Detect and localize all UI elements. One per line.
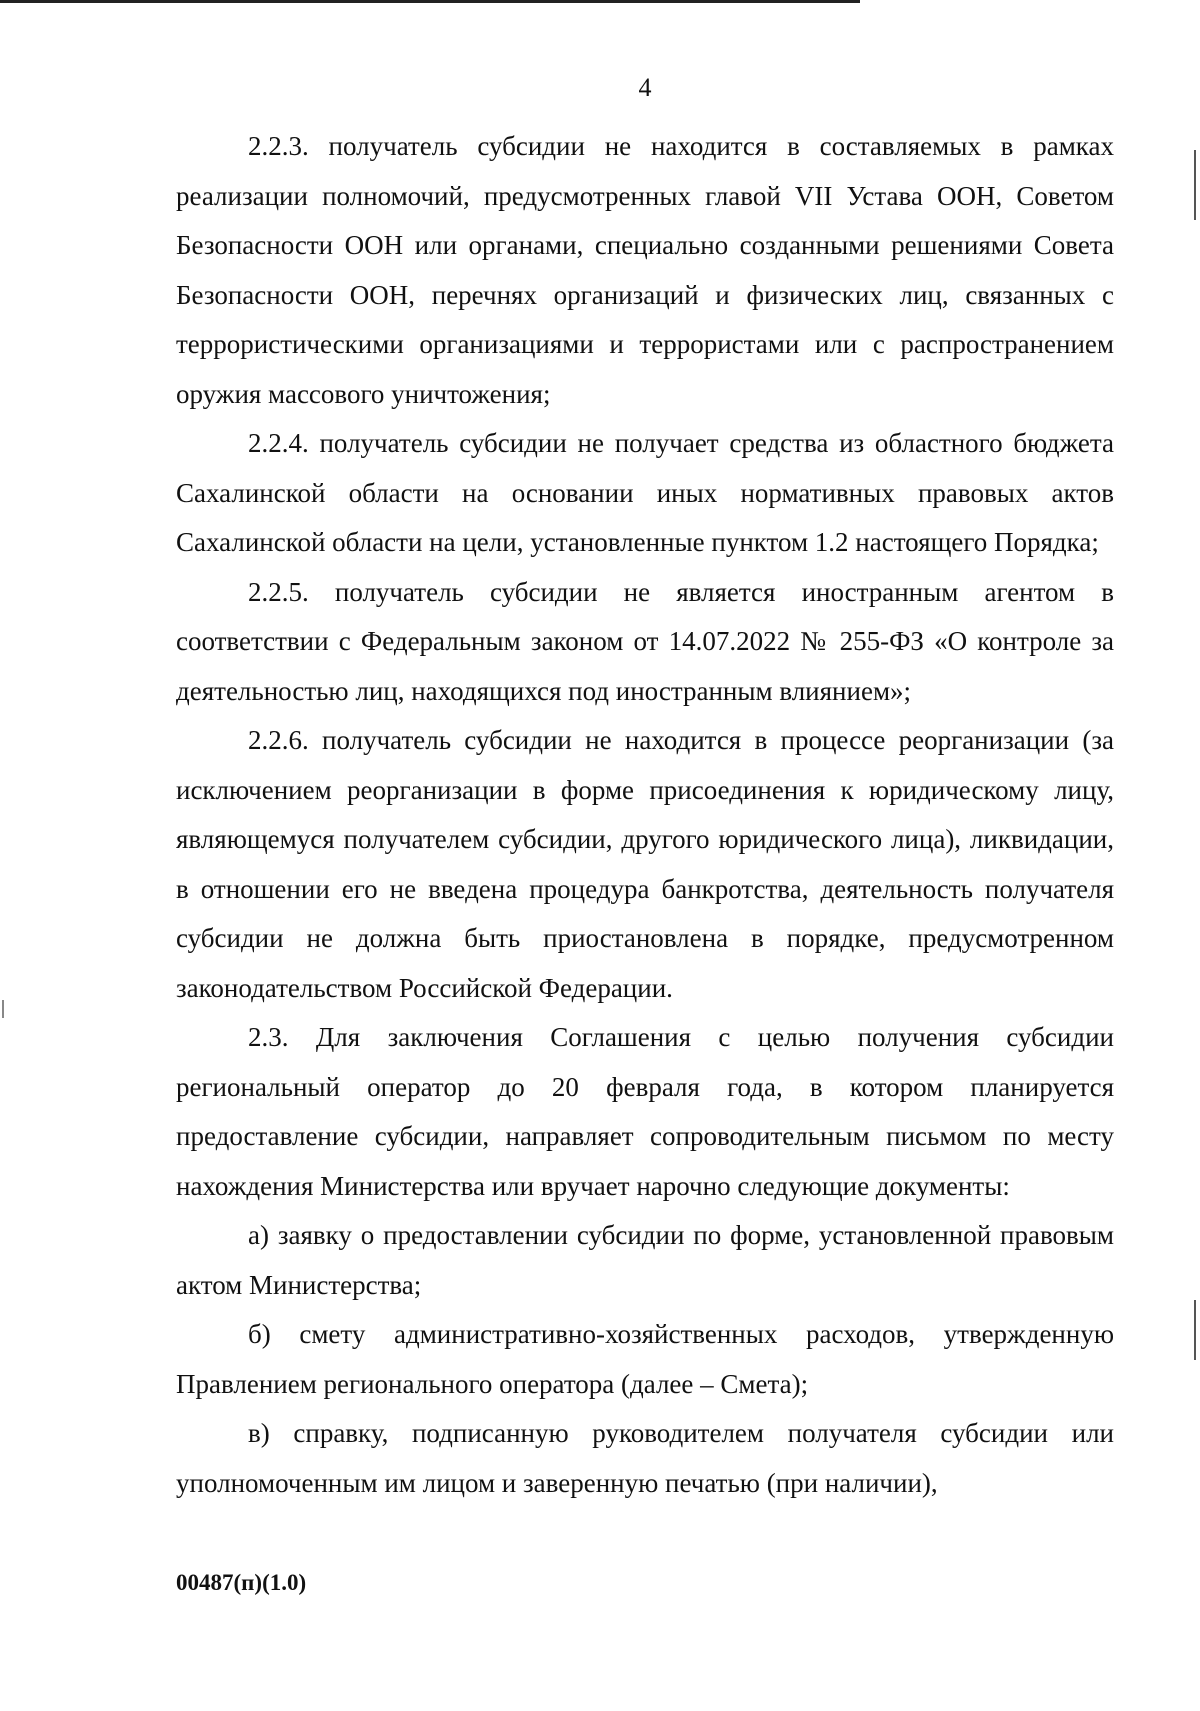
paragraph-item-a: а) заявку о предоставлении субсидии по форме, установленной правовым актом Министерства; xyxy=(176,1220,1114,1300)
document-code: 00487(п)(1.0) xyxy=(176,1570,307,1595)
paragraph-2-2-3: 2.2.3. получатель субсидии не находится в составляемых в рамках реализации полномочий, предусмотренных главой VII Устава ООН, Советом Безопасности ООН или органами, специально созданными решениями Совета Безопасности ООН, перечнях организаций и физических лиц, связанных с террористическими организациями и террористами или с распространением оружия массового уничтожения; xyxy=(176,131,1114,409)
scan-edge-line xyxy=(0,0,860,3)
scan-edge-mark xyxy=(1194,1300,1196,1360)
paragraph-2-2-5: 2.2.5. получатель субсидии не является иностранным агентом в соответствии с Федеральным законом от 14.07.2022 № 255-ФЗ «О контроле за деятельностью лиц, находящихся под иностранным влиянием»; xyxy=(176,576,1114,706)
page-number: 4 xyxy=(638,73,652,102)
paragraph-2-2-6: 2.2.6. получатель субсидии не находится в процессе реорганизации (за исключением реорганизации в форме присоединения к юридическому лицу, являющемуся получателем субсидии, другого юридического лица), ликвидации, в отношении его не введена процедура банкротства, деятельность получателя субсидии не должна быть приостановлена в порядке, предусмотренном законодательством Российской Федерации. xyxy=(176,725,1114,1003)
paragraph-item-b: б) смету административно-хозяйственных расходов, утвержденную Правлением регионального оператора (далее – Смета); xyxy=(176,1319,1114,1399)
document-body xyxy=(176,122,1114,1508)
scan-edge-mark xyxy=(1194,150,1196,220)
paragraph-2-3: 2.3. Для заключения Соглашения с целью получения субсидии региональный оператор до 20 февраля года, в котором планируется предоставление субсидии, направляет сопроводительным письмом по месту нахождения Министерства или вручает нарочно следующие документы: xyxy=(176,1022,1114,1201)
paragraph-2-2-4: 2.2.4. получатель субсидии не получает средства из областного бюджета Сахалинской области на основании иных нормативных правовых актов Сахалинской области на цели, установленные пунктом 1.2 настоящего Порядка; xyxy=(176,428,1114,557)
scan-edge-mark xyxy=(2,1000,4,1018)
paragraph-item-v: в) справку, подписанную руководителем получателя субсидии или уполномоченным им лицом и заверенную печатью (при наличии), xyxy=(176,1418,1114,1498)
